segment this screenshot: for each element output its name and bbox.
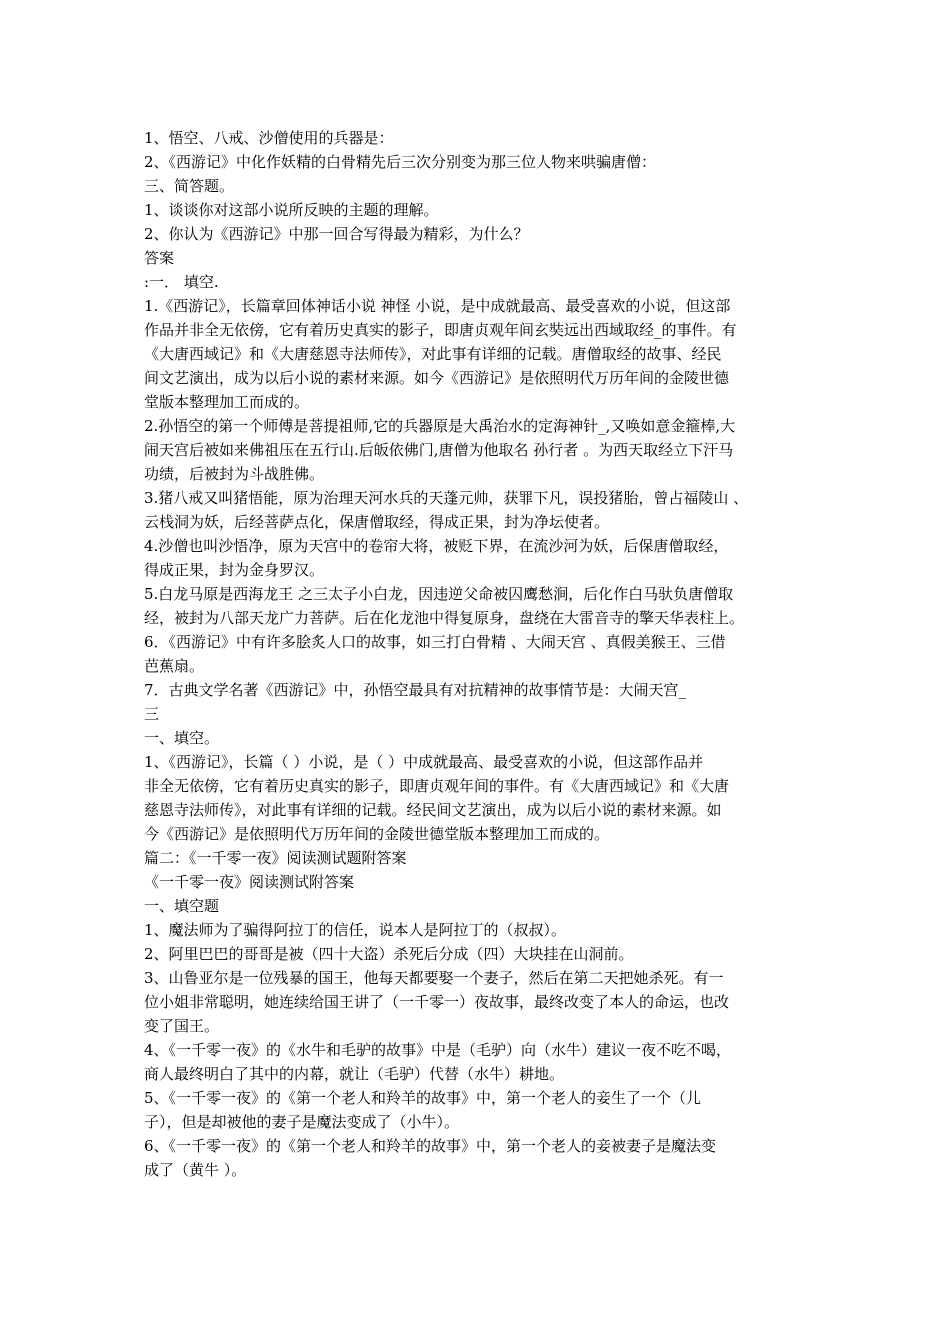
text-line: 今《西游记》是依照明代万历年间的金陵世德堂版本整理加工而成的。 (144, 825, 610, 843)
text-line: 慈恩寺法师传》，对此事有详细的记载。经民间文艺演出，成为以后小说的素材来源。如 (144, 801, 722, 819)
text-line: 4、《一千零一夜》的《水牛和毛驴的故事》中是（毛驴）向（水牛）建议一夜不吃不喝， (144, 1041, 732, 1059)
text-line: 1.《西游记》，长篇章回体神话小说 神怪 小说，是中成就最高、最受喜欢的小说，但这部 (144, 297, 731, 315)
text-line: 3.猪八戒又叫猪悟能，原为治理天河水兵的天蓬元帅，获罪下凡，误投猪胎，曾占福陵山 、 (144, 489, 749, 507)
text-line: 间文艺演出，成为以后小说的素材来源。如今《西游记》是依照明代万历年间的金陵世德 (144, 369, 730, 387)
text-line: 1、魔法师为了骗得阿拉丁的信任，说本人是阿拉丁的（叔叔）。 (144, 921, 567, 939)
text-line: 5、《一千零一夜》的《第一个老人和羚羊的故事》中，第一个老人的妾生了一个（儿 (144, 1089, 702, 1107)
text-line: 2.孙悟空的第一个师傅是菩提祖师,它的兵器原是大禹治水的定海神针_,又唤如意金箍棒,大 (144, 417, 736, 435)
text-line: 闹天宫后被如来佛祖压在五行山.后皈依佛门,唐僧为他取名 孙行者 。为西天取经立下汗马 (144, 441, 734, 459)
text-line: 2、你认为《西游记》中那一回合写得最为精彩，为什么？ (144, 225, 529, 243)
text-line: 2、阿里巴巴的哥哥是被（四十大盗）杀死后分成（四）大块挂在山洞前。 (144, 945, 634, 963)
text-line: 经，被封为八部天龙广力菩萨。后在化龙池中得复原身，盘绕在大雷音寺的擎天华表柱上。 (144, 609, 745, 627)
text-line: 得成正果，封为金身罗汉。 (144, 561, 325, 579)
section-heading: 《一千零一夜》阅读测试附答案 (144, 873, 355, 891)
section-heading: 一、填空。 (144, 729, 220, 747)
text-line: 6、《一千零一夜》的《第一个老人和羚羊的故事》中，第一个老人的妾被妻子是魔法变 (144, 1137, 717, 1155)
section-heading: 一、填空题 (144, 897, 220, 915)
text-line: 1、谈谈你对这部小说所反映的主题的理解。 (144, 201, 439, 219)
document-body (144, 126, 816, 1182)
section-heading: 三 (144, 705, 160, 723)
text-line: 3、山鲁亚尔是一位残暴的国王，他每天都要娶一个妻子，然后在第二天把她杀死。有一 (144, 969, 724, 987)
text-line: 非全无依傍，它有着历史真实的影子，即唐贞观年间的事件。有《大唐西域记》和《大唐 (144, 777, 730, 795)
text-line: 7．古典文学名著《西游记》中，孙悟空最具有对抗精神的故事情节是：大闹天宫_ (144, 681, 687, 699)
text-line: 成了（黄牛 ）。 (144, 1161, 247, 1179)
section-heading: :一． 填空. (144, 273, 219, 291)
section-heading: 答案 (144, 249, 175, 267)
text-line: 5.白龙马原是西海龙王 之三太子小白龙，因违逆父命被囚鹰愁涧，后化作白马驮负唐僧取 (144, 585, 734, 603)
text-line: 芭蕉扇。 (144, 657, 205, 675)
text-line: 2、《西游记》中化作妖精的白骨精先后三次分别变为那三位人物来哄骗唐僧： (144, 153, 657, 171)
text-line: 4.沙僧也叫沙悟净，原为天宫中的卷帘大将，被贬下界，在流沙河为妖，后保唐僧取经， (144, 537, 729, 555)
text-line: 变了国王。 (144, 1017, 220, 1035)
section-heading: 篇二：《一千零一夜》阅读测试题附答案 (144, 849, 407, 867)
text-line: 位小姐非常聪明，她连续给国王讲了（一千零一）夜故事，最终改变了本人的命运，也改 (144, 993, 730, 1011)
text-line: 1、悟空、八戒、沙僧使用的兵器是： (144, 129, 394, 147)
text-line: 作品并非全无依傍，它有着历史真实的影子，即唐贞观年间玄奘远出西域取经_的事件。有 (144, 321, 737, 339)
text-line: 子），但是却被他的妻子是魔法变成了（小牛）。 (144, 1113, 460, 1131)
text-line: 商人最终明白了其中的内幕，就让（毛驴）代替（水牛）耕地。 (144, 1065, 565, 1083)
text-line: 1、《西游记》，长篇（ ）小说，是（ ）中成就最高、最受喜欢的小说，但这部作品并 (144, 753, 704, 771)
text-line: 《大唐西域记》和《大唐慈恩寺法师传》，对此事有详细的记载。唐僧取经的故事、经民 (144, 345, 722, 363)
text-line: 云栈洞为妖，后经菩萨点化，保唐僧取经，得成正果，封为净坛使者。 (144, 513, 610, 531)
text-line: 6．《西游记》中有许多脍炙人口的故事，如三打白骨精 、大闹天宫 、真假美猴王、三借 (144, 633, 726, 651)
text-line: 堂版本整理加工而成的。 (144, 393, 310, 411)
text-line: 功绩，后被封为斗战胜佛。 (144, 465, 325, 483)
section-heading: 三、简答题。 (144, 177, 235, 195)
